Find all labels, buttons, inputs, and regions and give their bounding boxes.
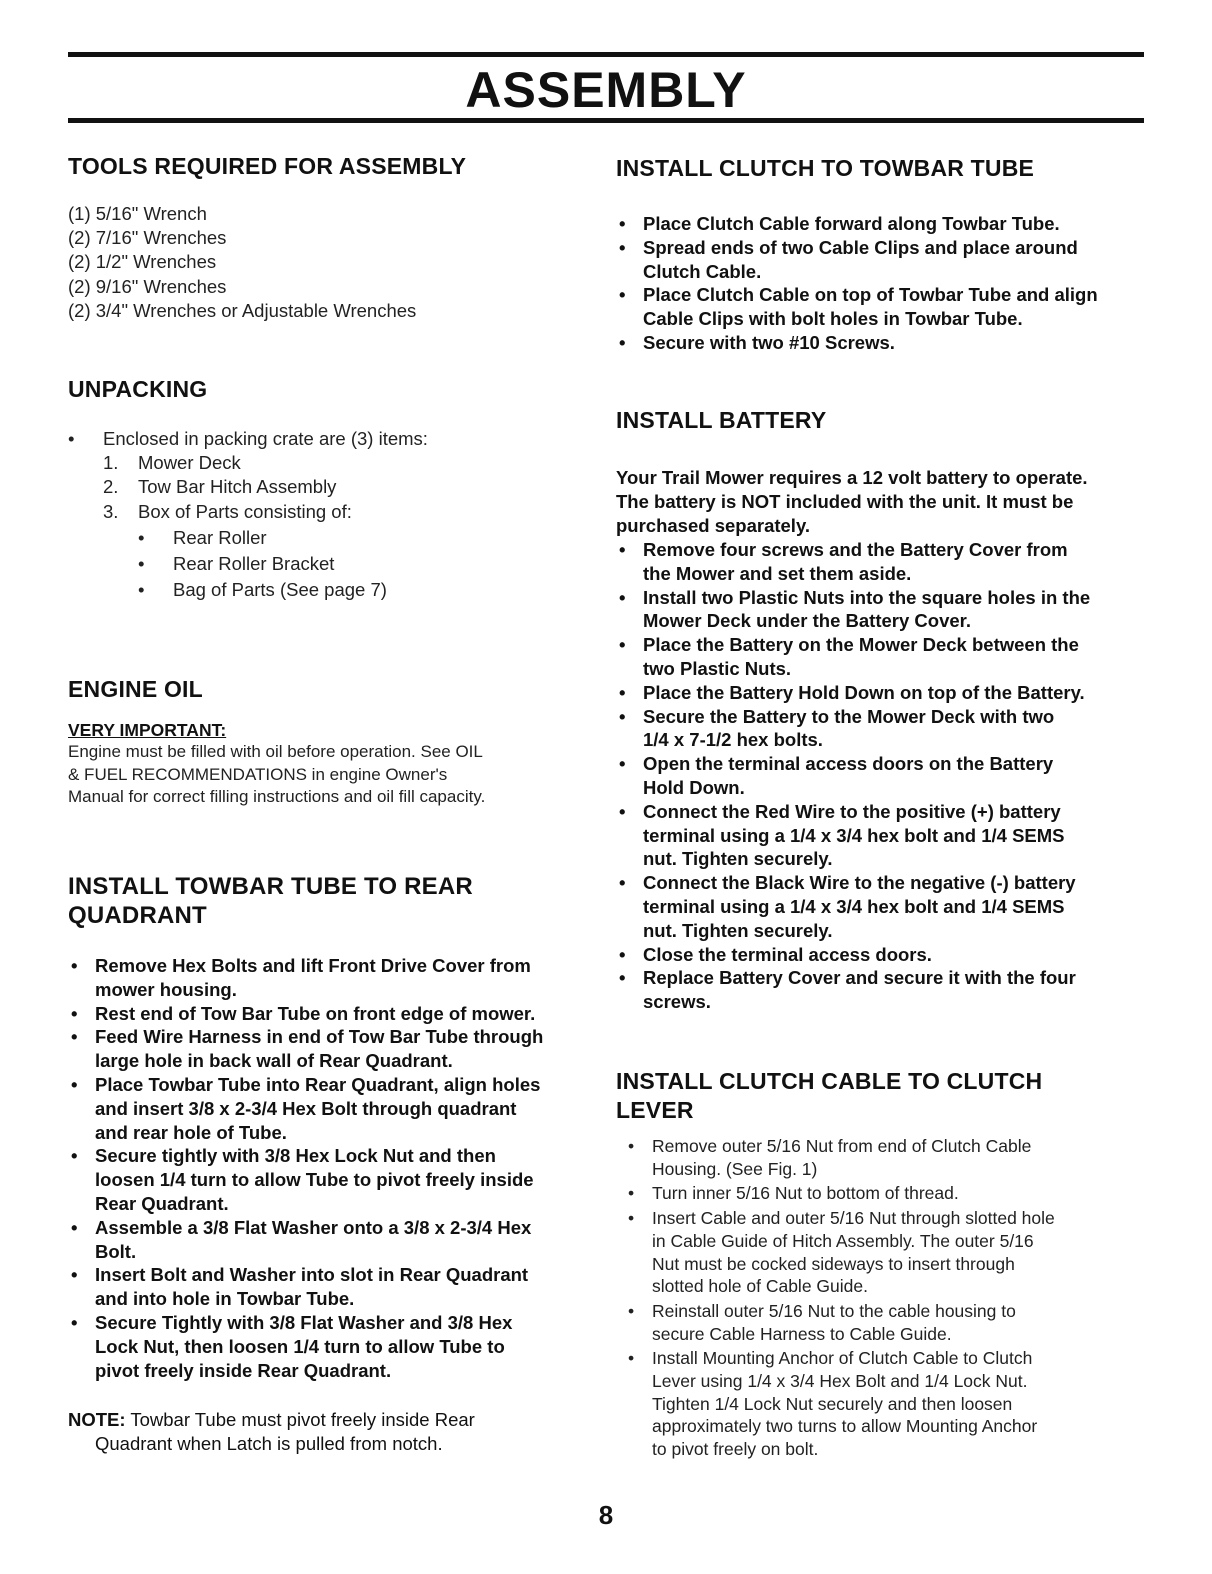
list-item: • Rear Roller Bracket xyxy=(138,553,335,575)
list-item: • Place the Battery on the Mower Deck between the two Plastic Nuts. xyxy=(643,633,1153,681)
list-item: • Remove outer 5/16 Nut from end of Clutch Cable Housing. (See Fig. 1) xyxy=(652,1135,1152,1180)
list-item: • Spread ends of two Cable Clips and place around Clutch Cable. xyxy=(643,236,1153,284)
list-item: 1. Mower Deck xyxy=(103,452,241,474)
engine-oil-line: & FUEL RECOMMENDATIONS in engine Owner's xyxy=(68,764,448,784)
list-item: • Connect the Red Wire to the positive (+) battery terminal using a 1/4 x 3/4 hex bolt and 1/4 SEMS nut. Tighten securely. xyxy=(643,800,1153,871)
page-number: 8 xyxy=(598,1500,614,1530)
list-item: • Secure with two #10 Screws. xyxy=(643,331,1153,355)
engine-oil-block xyxy=(68,719,578,809)
clutch-towbar-heading: INSTALL CLUTCH TO TOWBAR TUBE xyxy=(616,155,1035,181)
engine-oil-line: Manual for correct filling instructions and oil fill capacity. xyxy=(68,787,486,806)
tools-list xyxy=(68,202,416,323)
engine-oil-line: Engine must be filled with oil before operation. See OIL xyxy=(68,742,483,761)
unpacking-heading: UNPACKING xyxy=(68,376,208,402)
list-item: • Replace Battery Cover and secure it with the four screws. xyxy=(643,966,1153,1014)
list-item: • Rest end of Tow Bar Tube on front edge of mower. xyxy=(95,1002,585,1026)
list-item: (2) 9/16" Wrenches xyxy=(68,275,227,297)
list-item: • Secure tightly with 3/8 Hex Lock Nut and then loosen 1/4 turn to allow Tube to pivot freely inside Rear Quadrant. xyxy=(95,1144,585,1215)
list-item: • Rear Roller xyxy=(138,526,267,548)
towbar-note: NOTE: Towbar Tube must pivot freely inside Rear Quadrant when Latch is pulled from notch. xyxy=(68,1409,475,1454)
towbar-list xyxy=(95,954,585,1382)
clutch-cable-heading: INSTALL CLUTCH CABLE TO CLUTCH LEVER xyxy=(616,1068,1043,1123)
list-item: • Install two Plastic Nuts into the square holes in the Mower Deck under the Battery Cover. xyxy=(643,586,1153,634)
page-title: ASSEMBLY xyxy=(465,62,747,118)
list-item: • Place Clutch Cable forward along Towbar Tube. xyxy=(643,212,1153,236)
title-rule-bottom xyxy=(68,118,1144,123)
note-label: NOTE: xyxy=(68,1409,126,1430)
list-item: • Remove four screws and the Battery Cover from the Mower and set them aside. xyxy=(643,538,1153,586)
clutch-towbar-list xyxy=(643,212,1153,355)
list-item: 2. Tow Bar Hitch Assembly xyxy=(103,476,337,498)
list-item: (1) 5/16" Wrench xyxy=(68,203,207,224)
list-item: • Install Mounting Anchor of Clutch Cable to Clutch Lever using 1/4 x 3/4 Hex Bolt and 1/4 Lock Nut. Tighten 1/4 Lock Nut securely and then loosen approximately two turns to allow Mounting Anchor to pivot freely on bolt. xyxy=(652,1347,1152,1461)
list-item: 3. Box of Parts consisting of: xyxy=(103,500,352,522)
engine-oil-heading: ENGINE OIL xyxy=(68,676,203,702)
list-item: • Open the terminal access doors on the Battery Hold Down. xyxy=(643,752,1153,800)
list-item: • Connect the Black Wire to the negative (-) battery terminal using a 1/4 x 3/4 hex bolt and 1/4 SEMS nut. Tighten securely. xyxy=(643,871,1153,942)
unpacking-list xyxy=(68,427,568,602)
battery-heading: INSTALL BATTERY xyxy=(616,407,827,433)
tools-heading: TOOLS REQUIRED FOR ASSEMBLY xyxy=(68,153,467,179)
list-item: • Place the Battery Hold Down on top of the Battery. xyxy=(643,681,1153,705)
unpacking-intro: Enclosed in packing crate are (3) items: xyxy=(103,428,428,449)
list-item: • Turn inner 5/16 Nut to bottom of thread. xyxy=(652,1182,1152,1205)
list-item: • Place Towbar Tube into Rear Quadrant, align holes and insert 3/8 x 2-3/4 Hex Bolt through quadrant and rear hole of Tube. xyxy=(95,1073,585,1144)
list-item: • Bag of Parts (See page 7) xyxy=(138,579,387,601)
towbar-heading: INSTALL TOWBAR TUBE TO REAR QUADRANT xyxy=(68,873,473,929)
list-item: • Insert Cable and outer 5/16 Nut through slotted hole in Cable Guide of Hitch Assembly. The outer 5/16 Nut must be cocked sideways to insert through slotted hole of Cable Guide. xyxy=(652,1207,1152,1298)
list-item: • Enclosed in packing crate are (3) items: xyxy=(68,428,428,449)
list-item: • Reinstall outer 5/16 Nut to the cable housing to secure Cable Harness to Cable Guide. xyxy=(652,1300,1152,1345)
clutch-cable-list xyxy=(652,1135,1152,1461)
title-rule-top xyxy=(68,52,1144,57)
list-item: (2) 3/4" Wrenches or Adjustable Wrenches xyxy=(68,299,417,321)
list-item: • Place Clutch Cable on top of Towbar Tube and align Cable Clips with bolt holes in Towbar Tube. xyxy=(643,283,1153,331)
very-important-label: VERY IMPORTANT: xyxy=(68,720,227,740)
list-item: • Close the terminal access doors. xyxy=(643,943,1153,967)
list-item: • Insert Bolt and Washer into slot in Rear Quadrant and into hole in Towbar Tube. xyxy=(95,1263,585,1311)
list-item: • Feed Wire Harness in end of Tow Bar Tube through large hole in back wall of Rear Quadrant. xyxy=(95,1025,585,1073)
list-item: • Assemble a 3/8 Flat Washer onto a 3/8 x 2-3/4 Hex Bolt. xyxy=(95,1216,585,1264)
list-item: • Remove Hex Bolts and lift Front Drive Cover from mower housing. xyxy=(95,954,585,1002)
list-item: (2) 7/16" Wrenches xyxy=(68,227,227,249)
battery-intro: Your Trail Mower requires a 12 volt battery to operate. The battery is NOT included with the unit. It must be purchased separately. xyxy=(616,467,1088,536)
list-item: • Secure the Battery to the Mower Deck with two 1/4 x 7-1/2 hex bolts. xyxy=(643,705,1153,753)
list-item: (2) 1/2" Wrenches xyxy=(68,251,217,273)
battery-list xyxy=(643,538,1153,1014)
list-item: • Secure Tightly with 3/8 Flat Washer and 3/8 Hex Lock Nut, then loosen 1/4 turn to allow Tube to pivot freely inside Rear Quadrant. xyxy=(95,1311,585,1382)
